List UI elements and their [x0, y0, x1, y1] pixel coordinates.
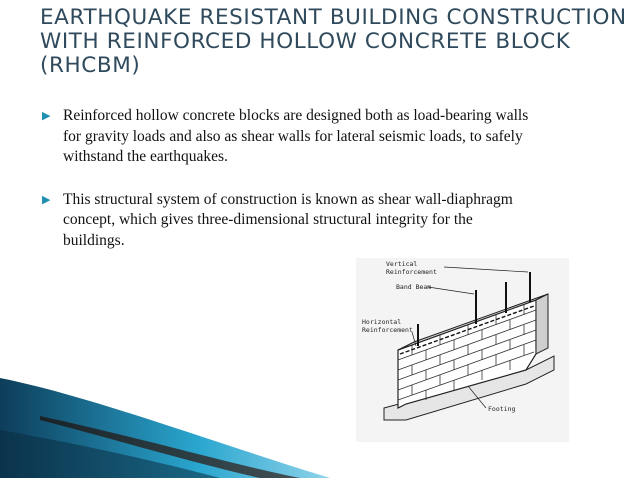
label-bond-beam: Band Beam: [396, 283, 432, 291]
label-horizontal-reinforcement: Horizontal: [362, 318, 402, 326]
decorative-swoosh: [0, 378, 638, 478]
bullet-list: [40, 106, 600, 251]
bullet-text-line: for gravity loads and also as shear walls for lateral seismic loads, to safely: [63, 127, 523, 145]
bullet-item: [40, 190, 600, 252]
label-vertical-reinforcement: Reinforcement: [386, 268, 437, 276]
bullet-arrow-icon: ▶: [42, 192, 51, 206]
bullet-item: [40, 106, 600, 168]
title-line: EARTHQUAKE RESISTANT BUILDING CONSTRUCTION: [40, 5, 627, 30]
wall-end-face: [536, 294, 548, 354]
bullet-text-line: This structural system of construction is known as shear wall-diaphragm: [63, 190, 513, 208]
slide-title: [40, 5, 627, 78]
bullet-text-line: withstand the earthquakes.: [63, 148, 228, 165]
title-line: (RHCBM): [40, 53, 141, 78]
label-vertical-reinforcement: Vertical: [386, 260, 418, 268]
bullet-text-line: buildings.: [63, 231, 125, 249]
bullet-text-line: Reinforced hollow concrete blocks are designed both as load-bearing walls: [63, 107, 529, 124]
bullet-arrow-icon: ▶: [42, 109, 51, 122]
bullet-text-line: concept, which gives three-dimensional structural integrity for the: [63, 211, 473, 228]
title-line: WITH REINFORCED HOLLOW CONCRETE BLOCK: [40, 29, 571, 54]
label-footing: Footing: [488, 405, 516, 413]
label-horizontal-reinforcement: Reinforcement: [362, 326, 413, 334]
